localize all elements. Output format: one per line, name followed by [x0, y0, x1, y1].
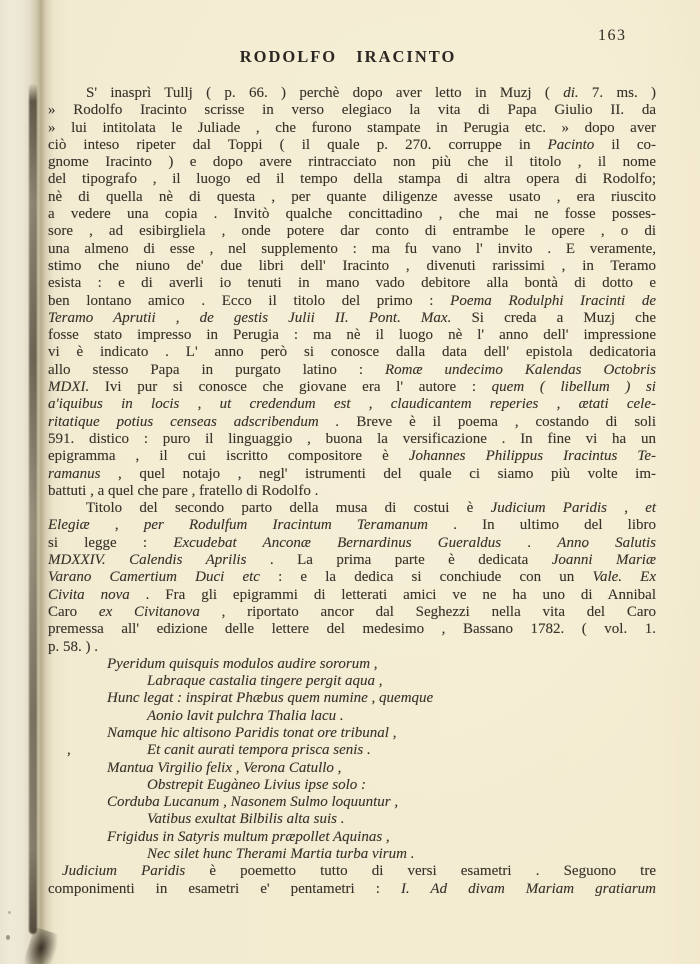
- binding-shadow: [29, 84, 37, 934]
- text-line: » Rodolfo Iracinto scrisse in verso elegiaco la vita di Papa Giulio II. da: [48, 102, 656, 119]
- text-line: a vedere una copia . Invitò qualche concittadino , che mai ne fosse posses-: [48, 206, 656, 223]
- text-line: Obstrepit Eugàneo Livius ipse solo :: [147, 776, 367, 793]
- text-line: battuti , a quel che pare , fratello di Rodolfo .: [48, 482, 319, 499]
- text-line: Caro ex Civitanova , riportato ancor dal Seghezzi nella vita del Caro: [48, 603, 656, 620]
- text-line: ritatique potius censeas adscribendum . Breve è il poema , costando di soli: [48, 413, 656, 430]
- text-line: Labraque castalia tingere pergit aqua ,: [147, 673, 383, 690]
- text-line: nè di quella nè di questa , per quante diligenze avesse usato , era riuscito: [48, 188, 656, 205]
- text-line: allo stesso Papa in purgato latino : Romæ undecimo Kalendas Octobris: [48, 361, 656, 378]
- text-line: » lui intitolata le Juliade , che furono stampate in Perugia etc. » dopo aver: [48, 119, 656, 136]
- text-line: stimo che niuno de' due libri dell' Iracinto , divenuti rarissimi , in Teramo: [48, 257, 656, 274]
- text-line: a'iquibus in locis , ut credendum est , claudicantem reperies , ætati cele-: [48, 396, 656, 413]
- text-line: S' inasprì Tullj ( p. 66. ) perchè dopo aver letto in Muzj ( di. 7. ms. ): [86, 85, 657, 101]
- paper-speck: [6, 935, 10, 940]
- text-line: Elegiæ , per Rodulfum Iracintum Teramanum . In ultimo del libro: [48, 517, 657, 534]
- text-line: ben lontano amico . Ecco il titolo del primo : Poema Rodulphi Iracinti de: [48, 292, 656, 309]
- text-line: Aonio lavit pulchra Thalia lacu .: [147, 707, 344, 724]
- text-line: Teramo Aprutii , de gestis Julii II. Pont. Max. Si creda a Muzj che: [48, 309, 656, 326]
- text-line: Hunc legat : inspirat Phæbus quem numine , quemque: [107, 690, 434, 707]
- text-line: MDXXIV. Calendis Aprilis . La prima parte è dedicata Joanni Mariæ: [48, 552, 656, 569]
- text-line: epigramma , il cui iscritto compositore è Johannes Philippus Iracintus Te-: [48, 448, 656, 465]
- page-title: RODOLFO IRACINTO: [239, 47, 457, 66]
- text-line: , Et canit aurati tempora prisca senis .: [67, 742, 371, 759]
- paper-speck: [8, 911, 11, 914]
- ink-blot-bottom-left: [21, 927, 62, 964]
- text-line: Civita nova . Fra gli epigrammi di letterati amici ve ne ha uno di Annibal: [48, 586, 656, 603]
- text-block: [48, 85, 656, 898]
- text-line: vi è indicato . L' anno però si conosce dalla data dell' epistola dedicatoria: [48, 344, 656, 361]
- text-line: ramanus , quel notajo , negl' istrumenti del quale ci siamo più volte im-: [48, 465, 656, 482]
- text-line: ciò inteso ripeter dal Toppi ( il quale p. 270. corruppe in Pacinto il co-: [48, 136, 656, 153]
- text-line: Corduba Lucanum , Nasonem Sulmo loquuntur ,: [107, 794, 399, 811]
- text-line: 591. distico : puro il linguaggio , buona la versificazione . In fine vi ha un: [48, 430, 656, 447]
- text-line: si legge : Excudebat Anconæ Bernardinus Gueraldus . Anno Salutis: [48, 534, 656, 551]
- text-line: Judicium Paridis è poemetto tutto di versi esametri . Seguono tre: [62, 863, 657, 880]
- page-number: 163: [598, 27, 627, 44]
- text-line: Vatibus exultat Bilbilis alta suis .: [147, 811, 345, 828]
- text-line: gnome Iracinto ) e dopo avere rintracciato non più che il titolo , il nome: [48, 154, 656, 171]
- text-line: Nec silet hunc Therami Martia turba virum .: [147, 846, 415, 863]
- text-line: MDXI. Ivi pur si conosce che giovane era l' autore : quem ( libellum ) si: [48, 379, 656, 396]
- text-line: Titolo del secondo parto della musa di costui è Judicium Paridis , et: [86, 500, 657, 517]
- text-line: fosse stato impresso in Perugia : ma nè il luogo nè l' anno dell' impressione: [48, 327, 656, 344]
- text-line: Namque hic altisono Paridis tonat ore tribunal ,: [107, 724, 397, 741]
- text-line: componimenti in esametri e' pentametri : I. Ad divam Mariam gratiarum: [48, 880, 656, 897]
- text-line: una almeno di esse , nel supplemento : ma fu vano l' invito . E veramente,: [48, 240, 656, 257]
- text-line: premessa all' edizione delle lettere del medesimo , Bassano 1782. ( vol. 1.: [48, 621, 656, 638]
- text-line: p. 58. ) .: [48, 638, 98, 655]
- text-line: del tipografo , il luogo ed il tempo della stampa di altra opera di Rodolfo;: [48, 171, 656, 188]
- stray-comma-mark: ,: [67, 742, 71, 759]
- text-line: Pyeridum quisquis modulos audire sororum ,: [107, 655, 378, 672]
- text-line: Mantua Virgilio felix , Verona Catullo ,: [107, 759, 342, 776]
- text-line: Frigidus in Satyris multum præpollet Aquinas ,: [107, 828, 390, 845]
- text-line: Varano Camertium Duci etc : e la dedica si conchiude con un Vale. Ex: [48, 569, 656, 586]
- text-line: esista : e di averli io tenuti in mano vado debitore alla bontà di dotto e: [48, 275, 656, 292]
- text-line: sore , ad esibirgliela , onde potere dar conto di entrambe le opere , o di: [48, 223, 656, 240]
